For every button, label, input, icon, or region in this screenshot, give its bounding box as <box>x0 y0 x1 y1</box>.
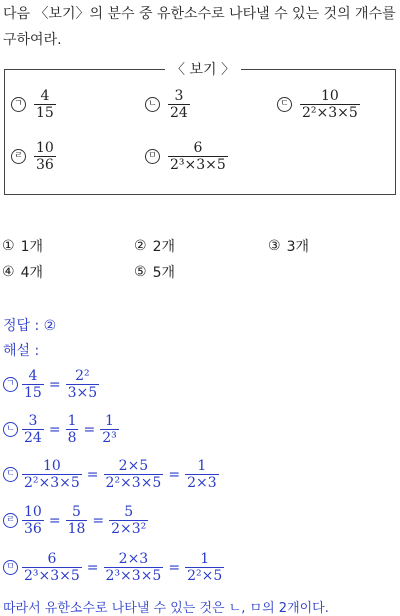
example-item-3 <box>277 88 360 121</box>
fraction: $\frac{1}{8}$ <box>67 413 77 446</box>
fraction: $\frac{10}{36}$ <box>36 140 54 173</box>
solution-2: ㄴ $\frac{3}{24}$ = $\frac{1}{8}$ = $\frac{1}{\text{2³}}$ <box>3 413 119 446</box>
solution-1: ㄱ $\frac{4}{15}$ = $\frac{\text{2²}}{3\times 5}$ <box>3 368 99 401</box>
solution-mark: ㄹ <box>3 513 18 528</box>
choice-5[interactable]: ⑤ 5개 <box>134 264 175 281</box>
fraction: $\frac{10}{36}$ <box>24 504 42 537</box>
example-box <box>4 62 396 195</box>
choice-2[interactable]: ② 2개 <box>134 238 175 255</box>
choice-4[interactable]: ④ 4개 <box>2 264 43 281</box>
conclusion-text: 따라서 유한소수로 나타낼 수 있는 것은 ㄴ, ㅁ의 2개이다. <box>3 601 329 616</box>
example-item-2 <box>145 88 190 121</box>
example-item-1 <box>11 88 56 121</box>
fraction: $\frac{3}{24}$ <box>170 88 188 121</box>
fraction: $\frac{6}{\text{2³×3×5}}$ <box>24 551 80 584</box>
explanation-label: 해설 : <box>3 343 40 359</box>
solution-3: ㄷ $\frac{10}{\text{2²×3×5}}$ = $\frac{2\times 5}{\text{2²×3×5}}$ = $\frac{1}{2\times 3}$ <box>3 458 219 491</box>
fraction: $\frac{5}{\text{2×3²}}$ <box>111 504 147 537</box>
solution-mark: ㅁ <box>3 560 18 575</box>
fraction: $\frac{2\times 5}{\text{2²×3×5}}$ <box>105 458 162 491</box>
fraction: $\frac{1}{\text{2³}}$ <box>102 413 117 446</box>
solution-5: ㅁ $\frac{6}{\text{2³×3×5}}$ = $\frac{2\times 3}{\text{2³×3×5}}$ = $\frac{1}{\text{2²×5}}$ <box>3 551 224 584</box>
fraction: $\frac{2\times 3}{\text{2³×3×5}}$ <box>105 551 162 584</box>
item-mark: ㄹ <box>11 149 26 164</box>
item-mark: ㄷ <box>277 97 292 112</box>
item-mark: ㅁ <box>145 149 160 164</box>
fraction: $\frac{3}{24}$ <box>24 413 42 446</box>
choice-3[interactable]: ③ 3개 <box>268 238 309 255</box>
example-item-4 <box>11 140 56 173</box>
fraction: $\frac{1}{\text{2²×5}}$ <box>187 551 223 584</box>
fraction: $\frac{\text{2²}}{3\times 5}$ <box>67 368 98 401</box>
fraction: $\frac{6}{\text{2³×3×5}}$ <box>170 140 226 173</box>
fraction: $\frac{10}{\text{2²×3×5}}$ <box>24 458 80 491</box>
fraction: $\frac{4}{15}$ <box>36 88 54 121</box>
item-mark: ㄴ <box>145 97 160 112</box>
solution-mark: ㄴ <box>3 422 18 437</box>
fraction: $\frac{1}{2\times 3}$ <box>187 458 217 491</box>
fraction: $\frac{5}{18}$ <box>67 504 86 537</box>
fraction: $\frac{10}{\text{2²×3×5}}$ <box>302 88 358 121</box>
solution-4: ㄹ $\frac{10}{36}$ = $\frac{5}{18}$ = $\frac{5}{\text{2×3²}}$ <box>3 504 148 537</box>
item-mark: ㄱ <box>11 97 26 112</box>
answer-label: 정답 : ② <box>3 318 57 334</box>
solution-mark: ㄱ <box>3 377 18 392</box>
solution-mark: ㄷ <box>3 467 18 482</box>
fraction: $\frac{4}{15}$ <box>24 368 42 401</box>
question-text: 다음 〈보기〉의 분수 중 유한소수로 나타낼 수 있는 것의 개수를 구하여라. <box>3 6 396 48</box>
example-item-5 <box>145 140 228 173</box>
choice-1[interactable]: ① 1개 <box>2 238 43 255</box>
example-box-title: 〈 보기 〉 <box>165 59 241 79</box>
